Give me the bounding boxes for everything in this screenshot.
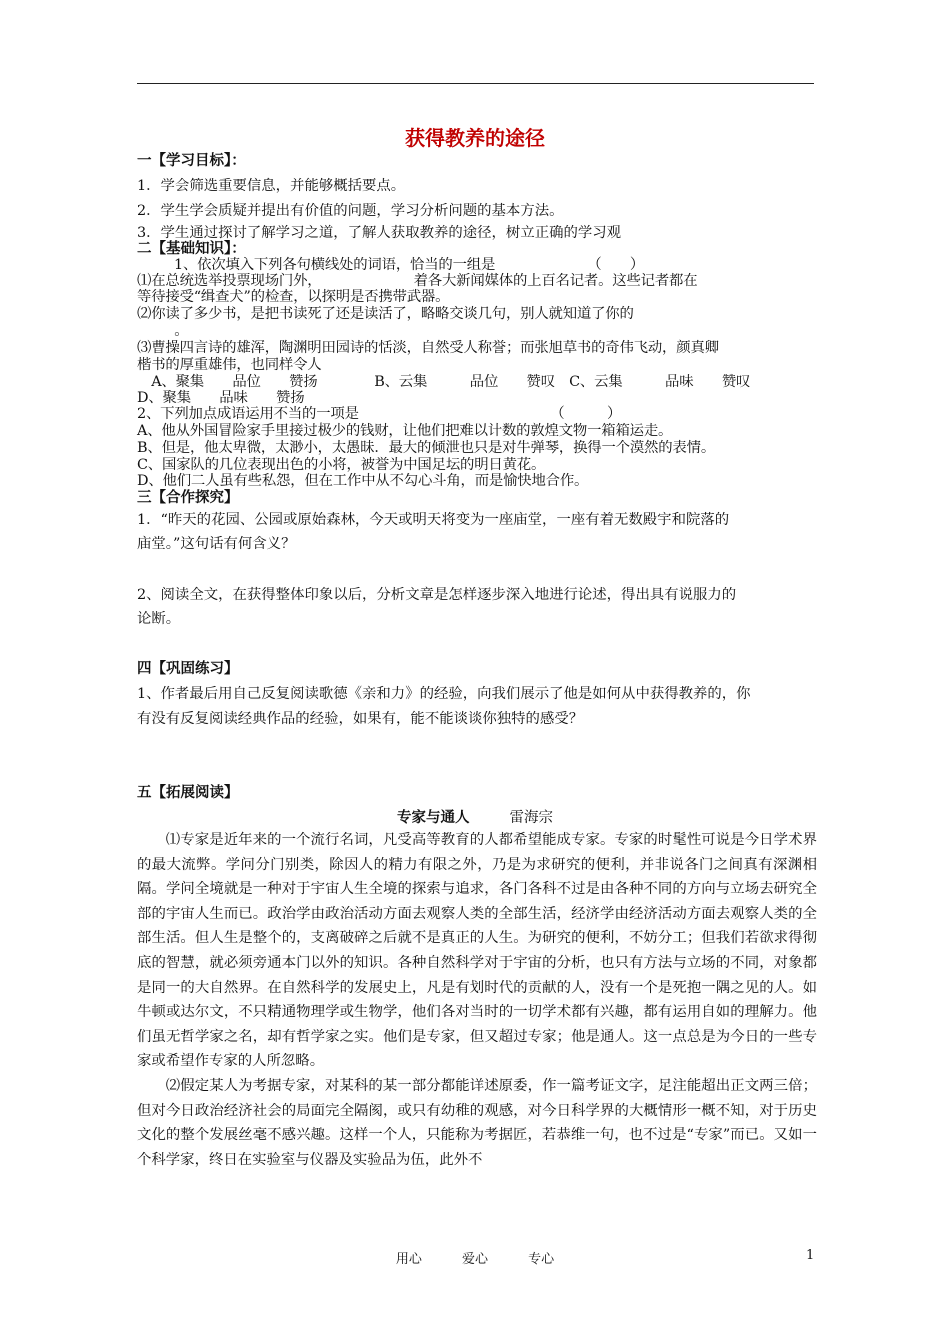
practice-question: 1、作者最后用自己反复阅读歌德《亲和力》的经验，向我们展示了他是如何从中获得教养的，你 bbox=[137, 686, 751, 702]
question-line: 2、下列加点成语运用不当的一项是 （ ） bbox=[137, 406, 622, 422]
inquiry-question: 1．“昨天的花园、公园或原始森林，今天或明天将变为一座庙堂，一座有着无数殿宇和院落的 bbox=[137, 512, 730, 528]
section-heading-objectives: 一【学习目标】： bbox=[137, 153, 246, 169]
answer-options: A、聚集 品位 赞扬 B、云集 品位 赞叹 C、云集 品味 赞叹 bbox=[137, 374, 751, 390]
answer-options: D、聚集 品味 赞扬 bbox=[137, 390, 305, 406]
question-line: ⑴在总统选举投票现场门外， 着各大新闻媒体的上百名记者。这些记者都在 bbox=[137, 273, 698, 289]
reading-author: 雷海宗 bbox=[509, 810, 553, 826]
header-rule bbox=[137, 83, 814, 84]
footer-item: 专心 bbox=[528, 1252, 555, 1267]
section-heading-practice: 四【巩固练习】 bbox=[137, 661, 239, 677]
question-line: 1、依次填入下列各句横线处的词语，恰当的一组是 （ ） bbox=[174, 257, 645, 273]
section-heading-reading: 五【拓展阅读】 bbox=[137, 785, 239, 801]
section-heading-inquiry: 三【合作探究】 bbox=[137, 490, 239, 506]
answer-option: A、他从外国冒险家手里接过极少的钱财，让他们把难以计数的敦煌文物一箱箱运走。 bbox=[137, 423, 673, 439]
reading-heading bbox=[0, 806, 950, 827]
inquiry-question: 2、阅读全文，在获得整体印象以后，分析文章是怎样逐步深入地进行论述，得出具有说服力的 bbox=[137, 587, 737, 603]
objective-item: 3．学生通过探讨了解学习之道，了解人获取教养的途径，树立正确的学习观 bbox=[137, 225, 622, 241]
section-heading-basics: 二【基础知识】： bbox=[137, 241, 246, 257]
practice-question: 有没有反复阅读经典作品的经验，如果有，能不能谈谈你独特的感受？ bbox=[137, 711, 584, 727]
answer-option: D、他们二人虽有些私怨，但在工作中从不勾心斗角，而是愉快地合作。 bbox=[137, 473, 589, 489]
question-line: 等待接受“缉查犬”的检查，以探明是否携带武器。 bbox=[137, 289, 450, 305]
document-title: 获得教养的途径 bbox=[405, 126, 545, 150]
inquiry-question: 论断。 bbox=[137, 611, 181, 627]
question-line: 楷书的厚重雄伟，也同样令人 bbox=[137, 357, 322, 373]
page-number: 1 bbox=[806, 1248, 815, 1263]
answer-option: B、但是，他太卑微，太渺小，太愚昧．最大的倾泄也只是对牛弹琴，换得一个漠然的表情。 bbox=[137, 440, 716, 456]
answer-option: C、国家队的几位表现出色的小将，被誉为中国足坛的明日黄花。 bbox=[137, 457, 546, 473]
reading-paragraph-1: ⑴专家是近年来的一个流行名词，凡受高等教育的人都希望能成专家。专家的时髦性可说是今日学术界的最大流弊。学问分门别类，除因人的精力有限之外，乃是为求研究的便利，并非说各门之间真有深渊相隔。学问全境就是一种对于宇宙人生全境的探索与追求，各门各科不过是由各种不同的方向与立场去研究全部的宇宙人生而已。政治学由政治活动方面去观察人类的全部生活，经济学由经济活动方面去观察人类的全部生活。但人生是整个的，支离破碎之后就不是真正的人生。为研究的便利，不妨分工；但我们若欲求得彻底的智慧，就必须旁通本门以外的知识。各种自然科学对于宇宙的分析，也只有方法与立场的不同，对象都是同一的大自然界。在自然科学的发展史上，凡是有划时代的贡献的人，没有一个是死抱一隅之见的人。如牛顿或达尔文，不只精通物理学或生物学，他们各对当时的一切学术都有兴趣，都有运用自如的理解力。他们虽无哲学家之名，却有哲学家之实。他们是专家，但又超过专家；他是通人。这一点总是为今日的一些专家或希望作专家的人所忽略。 bbox=[137, 832, 817, 1070]
footer-item: 用心 bbox=[395, 1252, 422, 1267]
question-line: ⑵你读了多少书，是把书读死了还是读活了，略略交谈几句，别人就知道了你的 bbox=[137, 306, 634, 322]
reading-paragraph-2: ⑵假定某人为考据专家，对某科的某一部分都能详述原委，作一篇考证文字，足注能超出正文两三倍；但对今日政治经济社会的局面完全隔阂，或只有幼稚的观感，对今日科学界的大概情形一概不知，对于历史文化的整个发展丝毫不感兴趣。这样一个人，只能称为考据匠，若恭维一句，也不过是“专家”而已。又如一个科学家，终日在实验室与仪器及实验品为伍，此外不 bbox=[137, 1077, 817, 1168]
objective-item: 1．学会筛选重要信息，并能够概括要点。 bbox=[137, 178, 406, 194]
question-line: 。 bbox=[160, 323, 189, 339]
reading-body bbox=[137, 828, 817, 1172]
inquiry-question: 庙堂。”这句话有何含义？ bbox=[137, 536, 296, 552]
question-line: ⑶曹操四言诗的雄浑，陶渊明田园诗的恬淡，自然受人称誉；而张旭草书的奇伟飞动，颜真卿 bbox=[137, 340, 719, 356]
reading-title: 专家与通人 bbox=[397, 810, 470, 826]
objective-item: 2．学生学会质疑并提出有价值的问题，学习分析问题的基本方法。 bbox=[137, 203, 564, 219]
footer-item: 爱心 bbox=[461, 1252, 488, 1267]
